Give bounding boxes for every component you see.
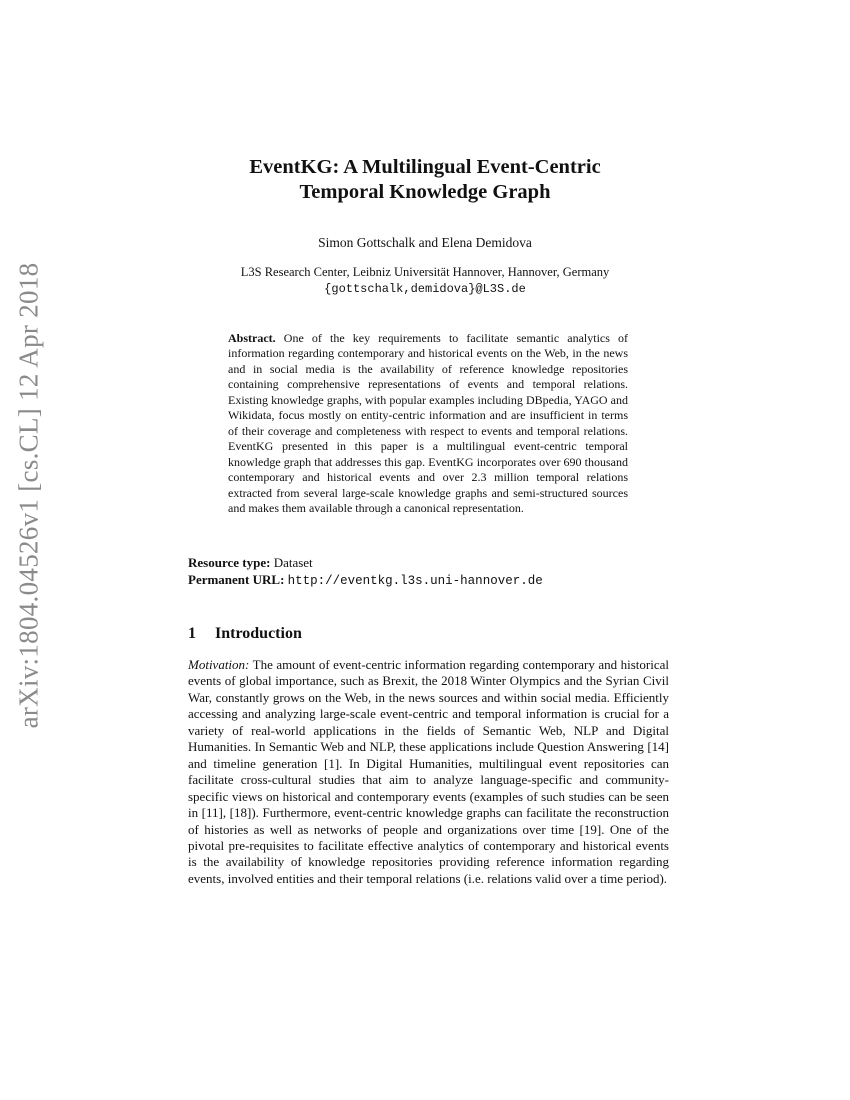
arxiv-stamp (6, 262, 52, 728)
section-number: 1 (188, 625, 196, 642)
affiliation-block (0, 264, 850, 298)
authors: Simon Gottschalk and Elena Demidova (318, 235, 532, 250)
abstract-label: Abstract. (228, 331, 276, 345)
author-email: {gottschalk,demidova}@L3S.de (324, 282, 526, 296)
resource-type-label: Resource type: (188, 555, 271, 570)
title-line-2: Temporal Knowledge Graph (299, 181, 551, 203)
affiliation: L3S Research Center, Leibniz Universität Hannover, Hannover, Germany (240, 265, 610, 279)
resource-type-value: Dataset (273, 555, 313, 570)
section-title: Introduction (215, 625, 302, 642)
title-line-1: EventKG: A Multilingual Event-Centric (249, 156, 601, 178)
motivation-label: Motivation: (188, 657, 250, 672)
paper-title (0, 155, 850, 205)
resource-type (188, 554, 543, 571)
permanent-url-label: Permanent URL: (188, 572, 285, 587)
section-heading (188, 625, 302, 643)
intro-text: The amount of event-centric information regarding contemporary and historical events of global importance, such as Brexit, the 2018 Winter Olympics and the Syrian Civil War, constantly grows on the Web, in the news sources and within social media. Efficiently accessing and analyzing large-scale event-centric and temporal information is crucial for a variety of real-world applications in the fields of Semantic Web, NLP and Digital Humanities. In Semantic Web and NLP, these applications include Question Answering [14] and timeline generation [1]. In Digital Humanities, multilingual event repositories can facilitate cross-cultural studies that aim to analyze language-specific and community-specific views on historical and contemporary events (examples of such studies can be seen in [11], [18]). Furthermore, event-centric knowledge graphs can facilitate the reconstruction of histories as well as networks of people and organizations over time [19]. One of the pivotal pre-requisites to facilitate effective analytics of contemporary and historical events is the availability of knowledge repositories providing reference information regarding events, involved entities and their temporal relations (i.e. relations valid over a time period). (188, 657, 670, 886)
abstract (228, 331, 628, 516)
permanent-url-link[interactable]: http://eventkg.l3s.uni-hannover.de (287, 574, 543, 588)
permanent-url (188, 571, 543, 590)
intro-paragraph (188, 657, 669, 887)
abstract-text: One of the key requirements to facilitate semantic analytics of information regarding contemporary and historical events on the Web, in the news and in social media is the availability of reference knowledge repositories containing comprehensive representations of events and temporal relations. Existing knowledge graphs, with popular examples including DBpedia, YAGO and Wikidata, focus mostly on entity-centric information and are insufficient in terms of their coverage and completeness with respect to events and temporal relations. EventKG presented in this paper is a multilingual event-centric temporal knowledge graph that addresses this gap. EventKG incorporates over 690 thousand contemporary and historical events and over 2.3 million temporal relations extracted from several large-scale knowledge graphs and semi-structured sources and makes them available through a canonical representation. (228, 331, 629, 515)
resource-info (188, 554, 543, 590)
arxiv-identifier: arXiv:1804.04526v1 [cs.CL] 12 Apr 2018 (13, 262, 44, 728)
